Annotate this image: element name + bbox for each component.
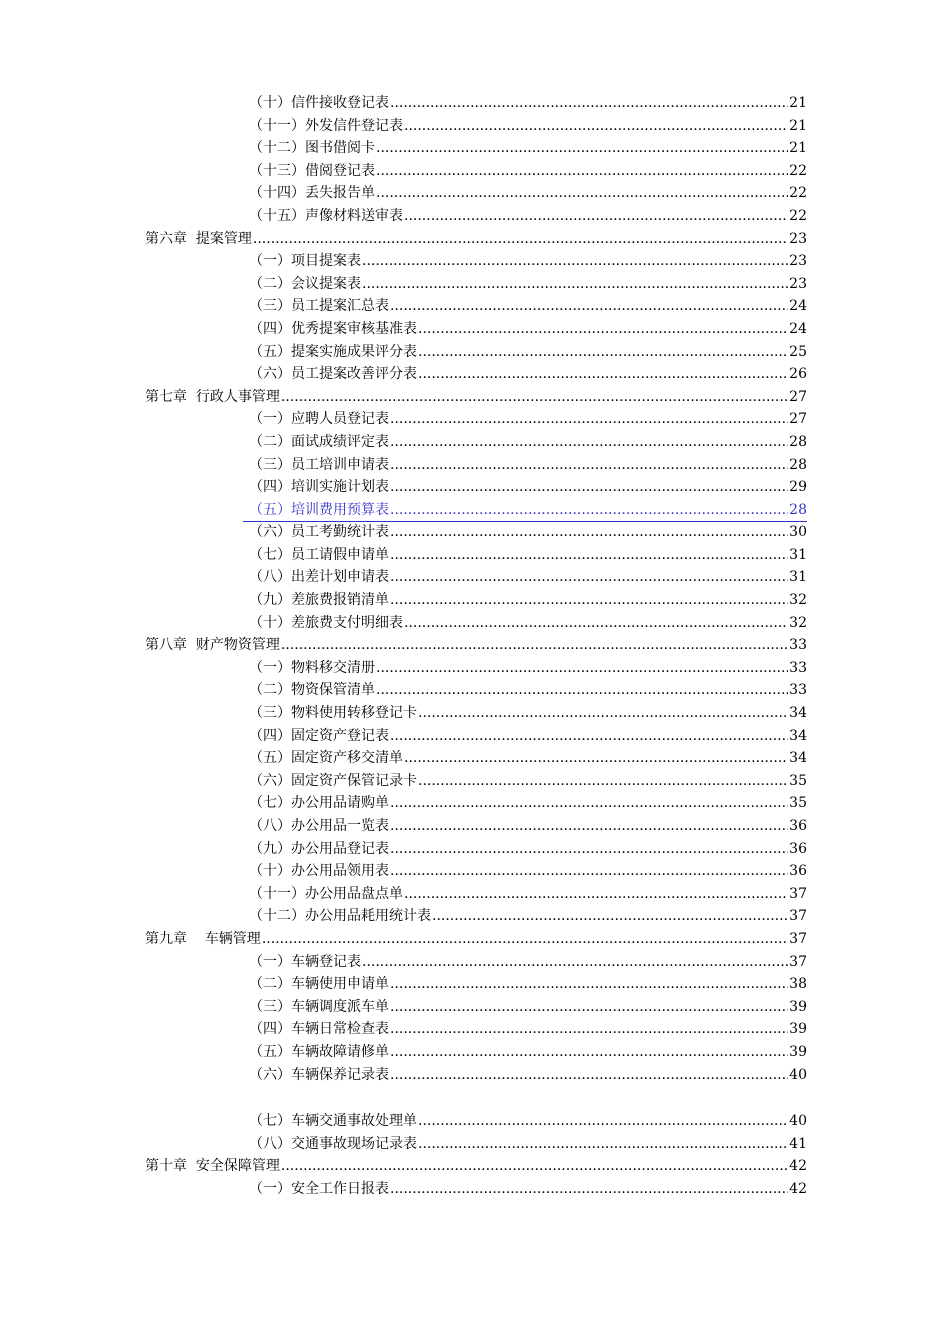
toc-entry[interactable] (0, 499, 950, 522)
dot-leader (418, 363, 788, 386)
toc-entry (0, 860, 950, 883)
toc-page-number: 21 (789, 95, 807, 111)
toc-page-number: 21 (789, 140, 807, 157)
toc-entry (0, 1041, 950, 1064)
toc-entry-label: （十）办公用品领用表 (249, 863, 389, 880)
dot-leader (404, 115, 788, 138)
dot-leader (390, 408, 788, 431)
dot-leader (404, 883, 788, 906)
dot-leader (390, 792, 788, 815)
dot-leader (390, 838, 788, 861)
toc-page-number: 22 (789, 185, 807, 202)
toc-entry-label: （七）员工请假申请单 (249, 546, 389, 563)
dot-leader (418, 1133, 788, 1156)
toc-entry-label: （一）安全工作日报表 (249, 1180, 389, 1197)
toc-entry (0, 725, 950, 748)
dot-leader (390, 544, 788, 567)
toc-entry-label: （五）车辆故障请修单 (249, 1043, 389, 1060)
toc-entry-label: （八）出差计划申请表 (249, 569, 389, 586)
toc-entry (0, 996, 950, 1019)
dot-leader (390, 996, 788, 1019)
toc-entry (0, 973, 950, 996)
toc-page-number: 32 (789, 592, 807, 609)
toc-entry-label: （四）培训实施计划表 (249, 479, 389, 496)
toc-page-number: 28 (789, 433, 807, 450)
toc-entry-label: （一）应聘人员登记表 (249, 411, 389, 428)
dot-leader (390, 1178, 788, 1201)
dot-leader (376, 657, 788, 680)
toc-page-number: 36 (789, 818, 807, 834)
toc-entry (0, 770, 950, 793)
dot-leader (390, 566, 788, 589)
dot-leader (390, 454, 788, 477)
toc-entry-label: 第八章 财产物资管理 (145, 637, 280, 654)
dot-leader (390, 860, 788, 883)
toc-entry-label: （三）车辆调度派车单 (249, 998, 389, 1015)
toc-page-number: 23 (789, 253, 807, 270)
toc-entry-label: （十二）办公用品耗用统计表 (249, 908, 431, 925)
dot-leader (390, 1041, 788, 1064)
dot-leader (390, 1064, 788, 1087)
toc-entry (0, 566, 950, 589)
toc-entry-label: （一）车辆登记表 (249, 953, 361, 970)
toc-page-number: 40 (789, 1066, 807, 1083)
toc-chapter-entry (0, 386, 950, 409)
toc-page-number: 21 (789, 117, 807, 134)
toc-entry (0, 205, 950, 228)
dot-leader (281, 386, 788, 409)
toc-entry-label: （一）物料移交清册 (249, 659, 375, 676)
toc-page-number: 35 (789, 795, 807, 812)
dot-leader (418, 770, 788, 793)
toc-page-number: 33 (789, 637, 807, 654)
toc-chapter-entry (0, 228, 950, 251)
dot-leader (390, 973, 788, 996)
toc-entry-label: 第七章 行政人事管理 (145, 388, 280, 405)
toc-entry-label: （二）车辆使用申请单 (249, 976, 389, 993)
toc-entry (0, 544, 950, 567)
dot-leader (390, 815, 788, 838)
toc-page-number: 28 (789, 456, 807, 473)
toc-entry-label: （八）交通事故现场记录表 (249, 1135, 417, 1152)
toc-entry-label: （四）优秀提案审核基准表 (249, 320, 417, 337)
dot-leader (390, 589, 788, 612)
toc-page-number: 29 (789, 479, 807, 496)
dot-leader (390, 1018, 788, 1041)
dot-leader (362, 951, 788, 974)
dot-leader (432, 905, 788, 928)
toc-entry-label: （六）车辆保养记录表 (249, 1066, 389, 1083)
toc-page-number: 23 (789, 230, 807, 247)
toc-page-number: 37 (789, 908, 807, 925)
toc-entry-label: （二）面试成绩评定表 (249, 433, 389, 450)
toc-entry (0, 521, 950, 544)
toc-entry-label: （一）项目提案表 (249, 253, 361, 270)
toc-page-number: 39 (789, 998, 807, 1015)
toc-page-number: 39 (789, 1021, 807, 1038)
toc-entry-label: （二）物资保管清单 (249, 682, 375, 699)
toc-page-number: 37 (789, 930, 807, 947)
dot-leader (281, 634, 788, 657)
toc-chapter-entry (0, 928, 950, 951)
toc-entry-label: （七）办公用品请购单 (249, 795, 389, 812)
toc-entry (0, 905, 950, 928)
toc-page-number: 24 (789, 320, 807, 337)
toc-page-number: 34 (789, 705, 807, 722)
toc-entry-label: 第十章 安全保障管理 (145, 1158, 280, 1175)
toc-page-number: 30 (789, 524, 807, 541)
toc-page-number: 32 (789, 614, 807, 631)
dot-leader (390, 476, 788, 499)
toc-page-number: 23 (789, 275, 807, 292)
toc-entry (0, 702, 950, 725)
toc-entry-label: （九）差旅费报销清单 (249, 592, 389, 609)
toc-page-number: 40 (789, 1113, 807, 1130)
toc-page-number: 27 (789, 388, 807, 405)
dot-leader (376, 679, 788, 702)
toc-entry-label: （五）培训费用预算表 (249, 501, 389, 518)
toc-chapter-entry (0, 634, 950, 657)
toc-entry (0, 792, 950, 815)
toc-entry-label: （三）员工提案汇总表 (249, 298, 389, 315)
toc-entry-label: （四）车辆日常检查表 (249, 1021, 389, 1038)
toc-entry-label: （六）员工考勤统计表 (249, 524, 389, 541)
toc-page-number: 37 (789, 953, 807, 970)
toc-entry-label: （六）员工提案改善评分表 (249, 366, 417, 383)
toc-page-number: 31 (789, 569, 807, 586)
dot-leader (262, 928, 788, 951)
toc-entry-label: （十二）图书借阅卡 (249, 140, 375, 157)
toc-page-number: 34 (789, 750, 807, 767)
toc-page-number: 42 (789, 1180, 807, 1197)
toc-entry (0, 815, 950, 838)
toc-entry (0, 182, 950, 205)
toc-page-number: 38 (789, 976, 807, 993)
toc-entry (0, 1133, 950, 1156)
toc-entry (0, 160, 950, 183)
toc-entry (0, 137, 950, 160)
dot-leader (390, 521, 788, 544)
toc-entry-label: （七）车辆交通事故处理单 (249, 1113, 417, 1130)
toc-entry-label: （九）办公用品登记表 (249, 840, 389, 857)
toc-entry-label: （五）固定资产移交清单 (249, 750, 403, 767)
toc-entry-label: 第九章 车辆管理 (145, 930, 261, 947)
toc-entry-label: （二）会议提案表 (249, 275, 361, 292)
toc-entry (0, 341, 950, 364)
dot-leader (253, 228, 788, 251)
toc-page-number: 34 (789, 727, 807, 744)
toc-entry-label: （十五）声像材料送审表 (249, 207, 403, 224)
toc-entry (0, 363, 950, 386)
toc-chapter-entry (0, 1155, 950, 1178)
toc-entry (0, 1178, 950, 1201)
toc-page-number: 42 (789, 1158, 807, 1175)
dot-leader (418, 341, 788, 364)
dot-leader (390, 725, 788, 748)
toc-entry (0, 431, 950, 454)
toc-entry-label: （十一）办公用品盘点单 (249, 885, 403, 902)
dot-leader (362, 273, 788, 296)
dot-leader (376, 137, 788, 160)
toc-entry-label: （十）信件接收登记表 (249, 95, 389, 111)
toc-page-number: 33 (789, 659, 807, 676)
dot-leader (418, 318, 788, 341)
toc-page-number: 31 (789, 546, 807, 563)
toc-entry (0, 408, 950, 431)
toc-page-number: 26 (789, 366, 807, 383)
toc-entry-label: （八）办公用品一览表 (249, 818, 389, 834)
toc-entry (0, 273, 950, 296)
table-of-contents (0, 92, 950, 1201)
toc-page-number: 39 (789, 1043, 807, 1060)
toc-entry (0, 92, 950, 115)
toc-entry (0, 1110, 950, 1133)
toc-entry (0, 250, 950, 273)
toc-entry (0, 747, 950, 770)
toc-entry (0, 295, 950, 318)
toc-entry (0, 1018, 950, 1041)
toc-entry (0, 318, 950, 341)
toc-entry-label: （六）固定资产保管记录卡 (249, 772, 417, 789)
toc-page-number: 36 (789, 840, 807, 857)
toc-gap (0, 1086, 950, 1110)
toc-entry (0, 115, 950, 138)
toc-page-number: 24 (789, 298, 807, 315)
dot-leader (418, 702, 788, 725)
dot-leader (362, 250, 788, 273)
toc-page-number: 35 (789, 772, 807, 789)
toc-page-number: 41 (789, 1135, 807, 1152)
toc-entry (0, 951, 950, 974)
toc-page-number: 28 (789, 501, 807, 518)
toc-entry (0, 657, 950, 680)
toc-entry (0, 838, 950, 861)
toc-entry (0, 589, 950, 612)
toc-entry (0, 612, 950, 635)
toc-entry-label: 第六章 提案管理 (145, 230, 252, 247)
dot-leader (281, 1155, 788, 1178)
toc-entry (0, 1064, 950, 1087)
dot-leader (418, 1110, 788, 1133)
dot-leader (390, 431, 788, 454)
dot-leader (390, 295, 788, 318)
toc-page-number: 37 (789, 885, 807, 902)
toc-entry-label: （十三）借阅登记表 (249, 162, 375, 179)
toc-entry-label: （十）差旅费支付明细表 (249, 614, 403, 631)
dot-leader (404, 205, 788, 228)
dot-leader (404, 747, 788, 770)
toc-page-number: 22 (789, 207, 807, 224)
toc-entry (0, 476, 950, 499)
toc-entry-label: （三）物料使用转移登记卡 (249, 705, 417, 722)
toc-page-number: 36 (789, 863, 807, 880)
toc-entry (0, 454, 950, 477)
toc-entry-label: （三）员工培训申请表 (249, 456, 389, 473)
dot-leader (390, 499, 788, 522)
dot-leader (390, 92, 788, 115)
toc-entry-label: （五）提案实施成果评分表 (249, 343, 417, 360)
toc-entry (0, 883, 950, 906)
toc-entry-label: （十四）丢失报告单 (249, 185, 375, 202)
toc-page-number: 25 (789, 343, 807, 360)
dot-leader (376, 160, 788, 183)
toc-page-number: 22 (789, 162, 807, 179)
toc-entry-label: （十一）外发信件登记表 (249, 117, 403, 134)
toc-entry (0, 679, 950, 702)
toc-page-number: 33 (789, 682, 807, 699)
toc-page-number: 27 (789, 411, 807, 428)
dot-leader (404, 612, 788, 635)
dot-leader (376, 182, 788, 205)
toc-entry-label: （四）固定资产登记表 (249, 727, 389, 744)
